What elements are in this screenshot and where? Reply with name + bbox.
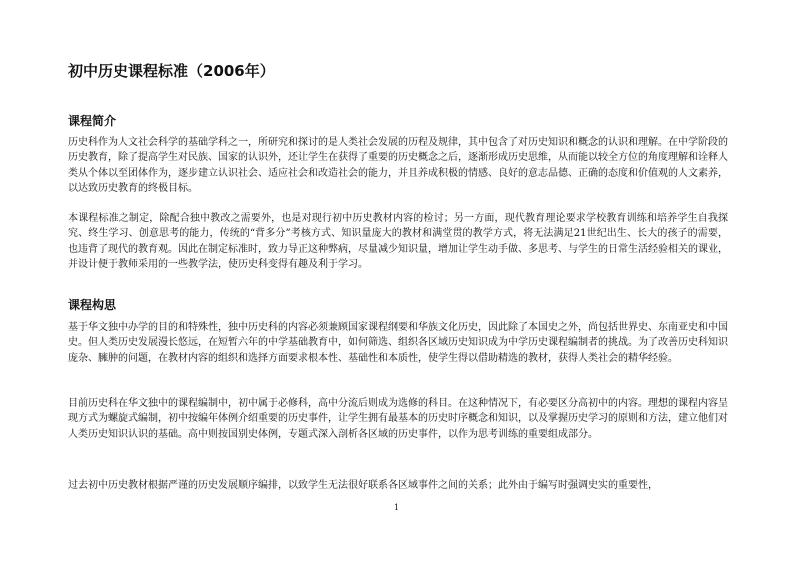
document-title: 初中历史课程标准（2006年） xyxy=(68,62,275,80)
section-heading-intro: 课程简介 xyxy=(68,114,117,128)
section-heading-design: 课程构思 xyxy=(68,298,117,312)
intro-paragraph-2: 本课程标准之制定，除配合独中教改之需要外，也是对现行初中历史教材内容的检讨；另一方面，现代教育理论要求学校教育训练和培养学生自我探究、终生学习、创意思考的能力，传统的“背多分”考核方式、知识量庞大的教材和满堂贯的教学方式，将无法满足21世纪出生、长大的孩子的需要，也违背了现代的教育观。因此在制定标准时，致力导正这种弊病，尽量减少知识量，增加让学生动手做、多思考、与学生的日常生活经验相关的课业，并设计便于教师采用的一些教学法，使历史科变得有趣及利于学习。 xyxy=(68,213,728,270)
design-paragraph-2: 目前历史科在华文独中的课程编制中，初中属于必修科，高中分流后则成为选修的科目。在这种情况下，有必要区分高初中的内容。理想的课程内容呈现方式为螺旋式编制，初中按编年体例介绍重要的历史事件，让学生拥有最基本的历史时序概念和知识，以及掌握历史学习的原则和方法，建立他们对人类历史知识认识的基础。高中则按国别史体例，专题式深入剖析各区域的历史事件，以作为思考训练的重要组成部分。 xyxy=(68,398,728,440)
design-paragraph-3: 过去初中历史教材根据严谨的历史发展顺序编排，以致学生无法很好联系各区域事件之间的关系；此外由于编写时强调史实的重要性， xyxy=(68,480,658,491)
page-number: 1 xyxy=(393,503,400,512)
design-paragraph-1: 基于华文独中办学的目的和特殊性，独中历史科的内容必须兼顾国家课程纲要和华族文化历史，因此除了本国史之外，尚包括世界史、东南亚史和中国史。但人类历史发展漫长悠远，在短暂六年的中学基础教育中，如何筛选、组织各区域历史知识成为中学历史课程编制者的挑战。为了改善历史科知识庞杂、臃肿的问题，在教材内容的组织和选择方面要求根本性、基础性和本质性，使学生得以借助精选的教材，获得人类社会的精华经验。 xyxy=(68,322,728,364)
intro-paragraph-1: 历史科作为人文社会科学的基础学科之一，所研究和探讨的是人类社会发展的历程及规律，其中包含了对历史知识和概念的认识和理解。在中学阶段的历史教育，除了提高学生对民族、国家的认识外，还让学生在获得了重要的历史概念之后，逐渐形成历史思维，从而能以较全方位的角度理解和诠释人类从个体以至团体作为，逐步建立认识社会、适应社会和改造社会的能力，并且养成积极的情感、良好的意志品德、正确的态度和价值观的人文素养，以达致历史教育的终极目标。 xyxy=(68,137,728,194)
